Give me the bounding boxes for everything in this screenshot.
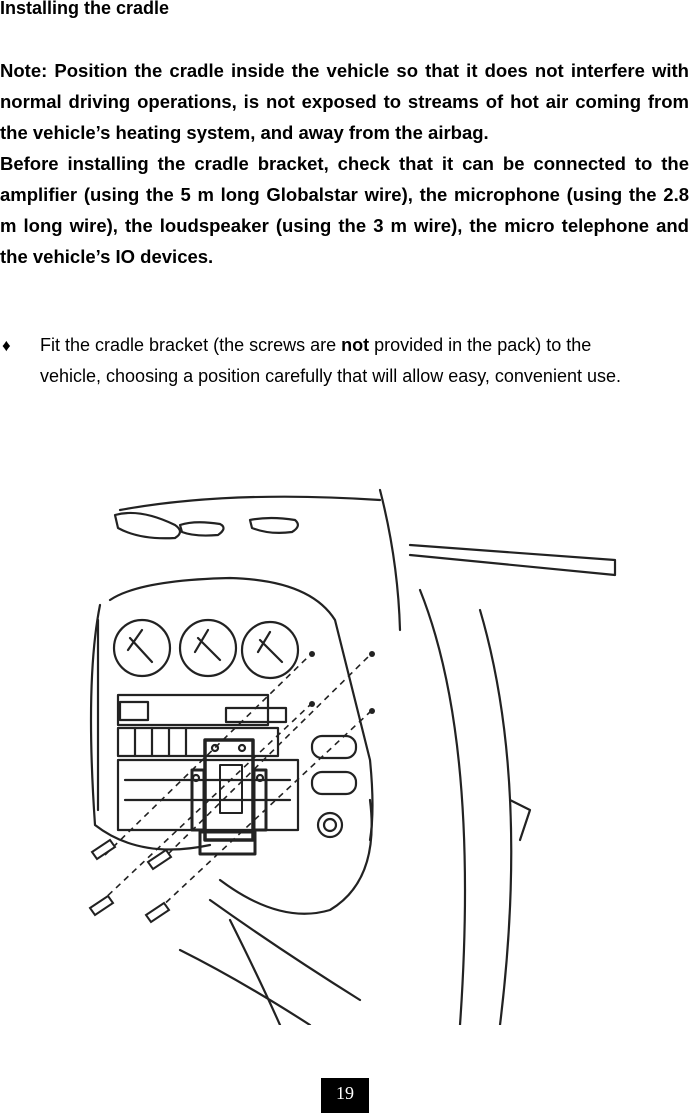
page-number: 19 xyxy=(321,1078,369,1113)
cradle-installation-illustration-icon xyxy=(80,480,640,1025)
diamond-bullet-icon: ♦ xyxy=(2,336,11,355)
instruction-bullet xyxy=(0,330,689,392)
bullet-text-bold: not xyxy=(341,335,370,355)
bullet-line-2: vehicle, choosing a position carefully that will allow easy, convenient use. xyxy=(40,366,621,386)
check-paragraph: Before installing the cradle bracket, check that it can be connected to the amplifier (using the 5 m long Globalstar wire), the microphone (using the 2.8 m long wire), the loudspeaker (using the 3 m wire), the micro telephone and the vehicle’s IO devices. xyxy=(0,153,689,267)
bullet-text-before: Fit the cradle bracket (the screws are xyxy=(40,335,342,355)
bullet-text-after: provided in the pack) to the xyxy=(369,335,592,355)
section-heading: Installing the cradle xyxy=(0,0,170,18)
note-paragraph: Note: Position the cradle inside the vehicle so that it does not interfere with normal driving operations, is not exposed to streams of hot air coming from the vehicle’s heating system, and away from the airbag. xyxy=(0,60,689,143)
bullet-line-1 xyxy=(40,330,689,361)
note-block xyxy=(0,55,689,272)
bullet-text xyxy=(40,330,689,392)
